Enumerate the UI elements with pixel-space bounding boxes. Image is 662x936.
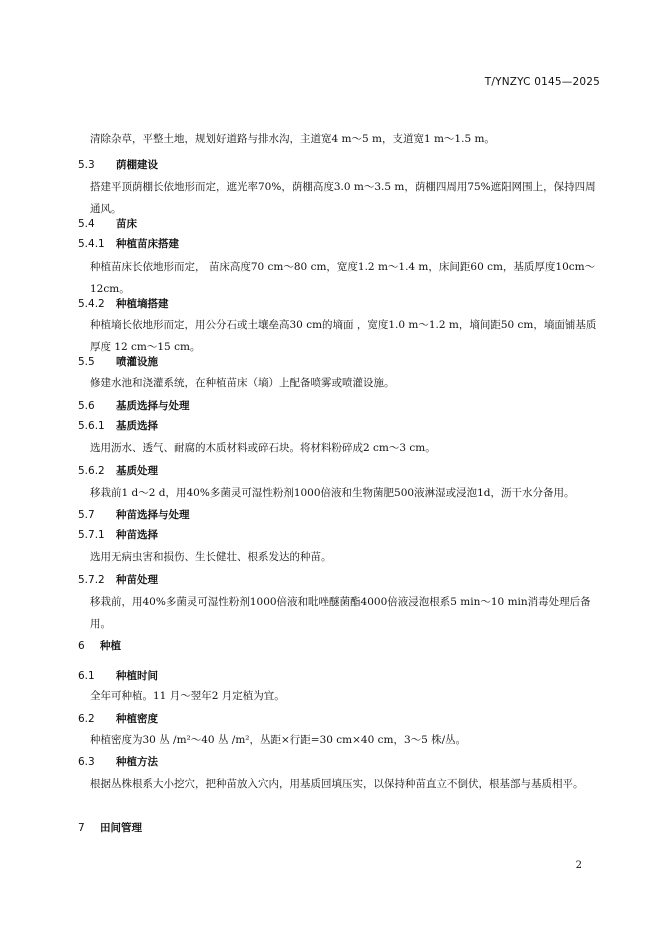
- section-number: 6.1: [78, 670, 95, 682]
- section-heading: [78, 418, 158, 433]
- section-title: 基质选择: [116, 420, 158, 432]
- section-number: 5.7.1: [78, 529, 105, 541]
- section-title: 种苗处理: [116, 574, 158, 586]
- section-title: 荫棚建设: [116, 159, 158, 171]
- section-number: 5.3: [78, 159, 95, 171]
- section-title: 种植密度: [116, 713, 158, 725]
- chapter-heading: [78, 638, 121, 653]
- section-number: 5.4.1: [78, 238, 105, 250]
- section-heading: [78, 711, 158, 726]
- document-header-code: T/YNZYC 0145—2025: [484, 76, 600, 88]
- chapter-number: 6: [78, 640, 85, 652]
- paragraph: 种植苗床长依地形而定， 苗床高度70 cm～80 cm，宽度1.2 m～1.4 m，床间距60 cm，基质厚度10cm～12cm。: [90, 261, 596, 295]
- section-heading: [78, 216, 137, 231]
- chapter-title: 田间管理: [100, 822, 142, 834]
- paragraph: 移栽前，用40%多菌灵可湿性粉剂1000倍液和吡唑醚菌酯4000倍液浸泡根系5 min～10 min消毒处理后备用。: [90, 596, 591, 630]
- section-heading: [78, 157, 158, 172]
- section-title: 种植苗床搭建: [116, 238, 179, 250]
- page-number: 2: [575, 860, 582, 871]
- paragraph: 选用沥水、透气、耐腐的木质材料或碎石块。将材料粉碎成2 cm～3 cm。: [90, 442, 436, 454]
- section-number: 6.2: [78, 713, 95, 725]
- section-heading: [78, 236, 179, 251]
- section-title: 基质处理: [116, 465, 158, 477]
- section-heading: [78, 507, 190, 522]
- section-number: 5.6.2: [78, 465, 105, 477]
- section-heading: [78, 754, 158, 769]
- section-number: 5.6.1: [78, 420, 105, 432]
- section-heading: [78, 398, 190, 413]
- section-number: 5.4: [78, 218, 95, 230]
- section-heading: [78, 572, 158, 587]
- section-title: 种苗选择与处理: [116, 509, 190, 521]
- paragraph: 修建水池和浇灌系统，在种植苗床（墒）上配备喷雾或喷灌设施。: [90, 377, 395, 389]
- chapter-number: 7: [78, 822, 85, 834]
- paragraph: 选用无病虫害和损伤、生长健壮、根系发达的种苗。: [90, 551, 332, 563]
- section-title: 种植时间: [116, 670, 158, 682]
- section-number: 5.5: [78, 356, 95, 368]
- paragraph: 移栽前1 d～2 d，用40%多菌灵可湿性粉剂1000倍液和生物菌肥500液淋湿或浸泡1d，沥干水分备用。: [90, 487, 575, 499]
- chapter-title: 种植: [100, 640, 121, 652]
- section-heading: [78, 463, 158, 478]
- paragraph: 种植墒长依地形而定，用公分石或土壤垒高30 cm的墒面 ，宽度1.0 m～1.2 m，墒间距50 cm，墒面铺基质厚度 12 cm～15 cm。: [90, 319, 597, 353]
- paragraph: 种植密度为30 丛 /m²～40 丛 /m²，丛距×行距=30 cm×40 cm，3～5 株/丛。: [90, 734, 467, 746]
- section-heading: [78, 354, 158, 369]
- section-title: 种苗选择: [116, 529, 158, 541]
- section-number: 5.6: [78, 400, 95, 412]
- section-title: 种植墒搭建: [116, 298, 169, 310]
- section-number: 6.3: [78, 756, 95, 768]
- paragraph: 搭建平顶荫棚长依地形而定，遮光率70%，荫棚高度3.0 m～3.5 m，荫棚四周用75%遮阳网围上，保持四周通风。: [90, 181, 596, 215]
- section-title: 喷灌设施: [116, 356, 158, 368]
- paragraph: 清除杂草，平整土地，规划好道路与排水沟，主道宽4 m～5 m，支道宽1 m～1.5 m。: [90, 133, 495, 145]
- section-title: 苗床: [116, 218, 137, 230]
- section-heading: [78, 668, 158, 683]
- chapter-heading: [78, 820, 142, 835]
- section-title: 种植方法: [116, 756, 158, 768]
- paragraph: 全年可种植。11 月～翌年2 月定植为宜。: [90, 690, 285, 702]
- section-number: 5.7: [78, 509, 95, 521]
- section-title: 基质选择与处理: [116, 400, 190, 412]
- section-number: 5.7.2: [78, 574, 105, 586]
- section-number: 5.4.2: [78, 298, 105, 310]
- paragraph: 根据丛株根系大小挖穴，把种苗放入穴内，用基质回填压实，以保持种苗直立不倒伏，根基部与基质相平。: [90, 778, 584, 790]
- section-heading: [78, 527, 158, 542]
- section-heading: [78, 296, 169, 311]
